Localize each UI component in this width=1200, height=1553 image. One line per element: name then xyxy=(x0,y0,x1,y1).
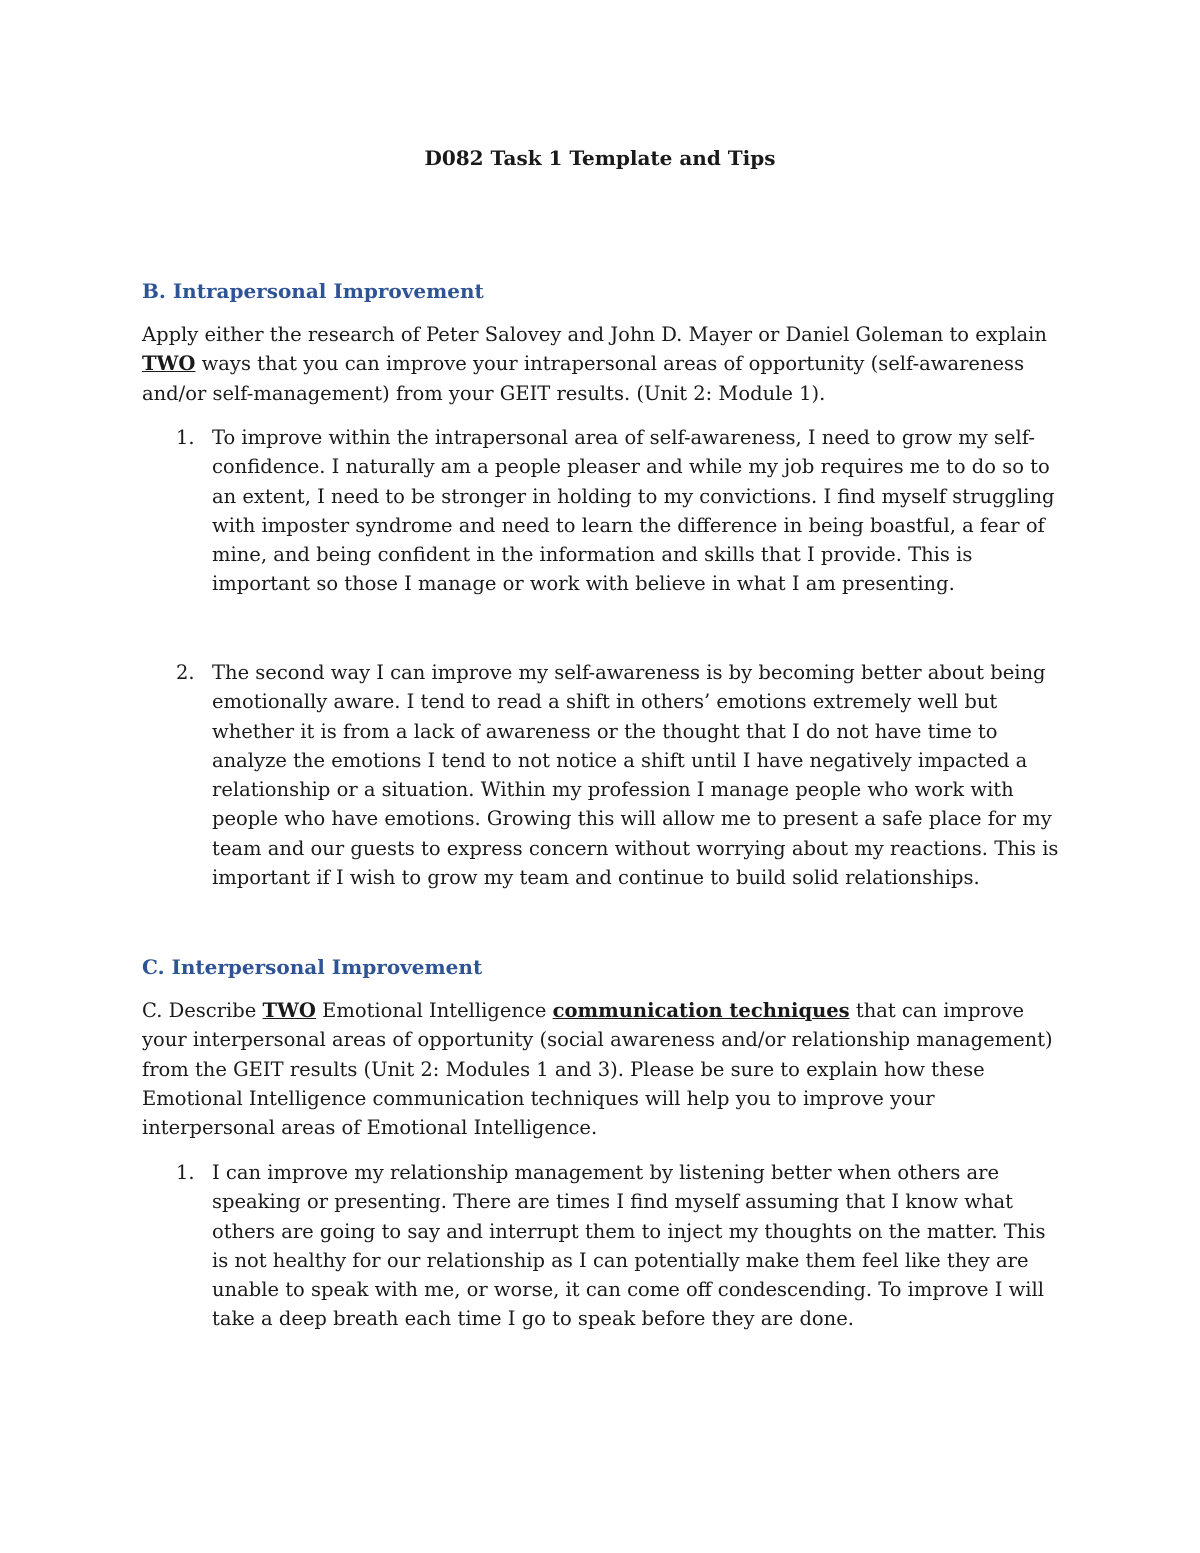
section-c-prompt-part1: C. Describe xyxy=(142,999,263,1022)
document-title: D082 Task 1 Template and Tips xyxy=(424,146,776,170)
list-item-number: 2. xyxy=(176,661,195,684)
section-b-list-item-2 xyxy=(142,658,1072,892)
section-b-prompt-part1: Apply either the research of Peter Salovey and John D. Mayer or Daniel Goleman to explain xyxy=(142,323,1047,346)
section-b-prompt xyxy=(142,320,1072,408)
section-c-prompt-part3: that can improve your interpersonal areas of opportunity (social awareness and/or relationship management) from the GEIT results (Unit 2: Modules 1 and 3). Please be sure to explain how these Emotional Intelligence communication techniques will help you to improve your interpersonal areas of Emotional Intelligence. xyxy=(142,999,1053,1140)
section-b-prompt-part2: ways that you can improve your intrapersonal areas of opportunity (self-awareness and/or self-management) from your GEIT results. (Unit 2: Module 1). xyxy=(142,352,1025,405)
list-item-text: To improve within the intrapersonal area of self-awareness, I need to grow my self-confidence. I naturally am a people pleaser and while my job requires me to do so to an extent, I need to be stronger in holding to my convictions. I find myself struggling with imposter syndrome and need to learn the difference in being boastful, a fear of mine, and being confident in the information and skills that I provide. This is important so those I manage or work with believe in what I am presenting. xyxy=(212,426,1055,596)
section-b-heading: B. Intrapersonal Improvement xyxy=(142,279,484,303)
list-item-text: I can improve my relationship management by listening better when others are speaking or presenting. There are times I find myself assuming that I know what others are going to say and interrupt them to inject my thoughts on the matter. This is not healthy for our relationship as I can potentially make them feel like they are unable to speak with me, or worse, it can come off condescending. To improve I will take a deep breath each time I go to speak before they are done. xyxy=(212,1161,1046,1331)
section-c-prompt-part2: Emotional Intelligence xyxy=(315,999,553,1022)
list-item-number: 1. xyxy=(176,1161,195,1184)
section-c-prompt-emphasis-two: TWO xyxy=(262,999,316,1022)
section-c-prompt-emphasis-techniques: communication techniques xyxy=(552,999,850,1022)
list-item-text: The second way I can improve my self-awareness is by becoming better about being emotionally aware. I tend to read a shift in others’ emotions extremely well but whether it is from a lack of awareness or the thought that I do not have time to analyze the emotions I tend to not notice a shift until I have negatively impacted a relationship or a situation. Within my profession I manage people who work with people who have emotions. Growing this will allow me to present a safe place for my team and our guests to express concern without worrying about my reactions. This is important if I wish to grow my team and continue to build solid relationships. xyxy=(212,661,1059,890)
section-b-list-item-1 xyxy=(142,423,1072,599)
list-item-number: 1. xyxy=(176,426,195,449)
section-b-prompt-emphasis: TWO xyxy=(142,352,196,376)
section-c-prompt xyxy=(142,996,1072,1142)
section-c-list-item-1 xyxy=(142,1158,1072,1334)
section-c-heading: C. Interpersonal Improvement xyxy=(142,955,483,979)
